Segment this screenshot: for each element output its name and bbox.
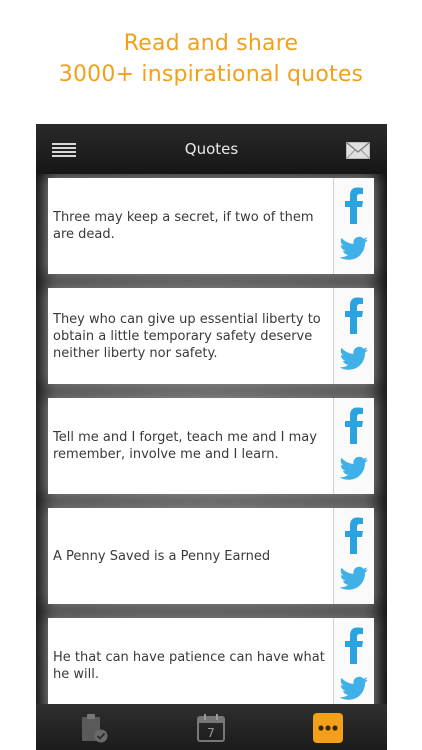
twitter-icon[interactable] bbox=[339, 346, 369, 372]
tab-daily-quote[interactable] bbox=[153, 704, 270, 750]
share-panel bbox=[333, 508, 374, 604]
quote-text: Three may keep a secret, if two of them are dead. bbox=[53, 210, 314, 242]
facebook-icon[interactable] bbox=[343, 516, 365, 554]
navigation-bar bbox=[36, 124, 387, 174]
quote-text: He that can have patience can have what he will. bbox=[53, 650, 325, 682]
quote-card[interactable] bbox=[48, 178, 373, 274]
twitter-icon[interactable] bbox=[339, 236, 369, 262]
promo-line-1: Read and share bbox=[123, 31, 299, 56]
facebook-icon[interactable] bbox=[343, 296, 365, 334]
tab-bar bbox=[36, 704, 387, 750]
clipboard-check-icon bbox=[78, 712, 110, 744]
mail-icon[interactable] bbox=[346, 142, 370, 159]
facebook-icon[interactable] bbox=[343, 626, 365, 664]
twitter-icon[interactable] bbox=[339, 676, 369, 702]
quote-card[interactable] bbox=[48, 398, 373, 494]
twitter-icon[interactable] bbox=[339, 566, 369, 592]
calendar-day-number: 7 bbox=[207, 726, 215, 740]
facebook-icon[interactable] bbox=[343, 186, 365, 224]
quote-list[interactable] bbox=[36, 174, 387, 704]
promo-header bbox=[0, 28, 422, 90]
quote-text: They who can give up essential liberty to obtain a little temporary safety deserve neither liberty nor safety. bbox=[53, 311, 321, 361]
quote-card[interactable] bbox=[48, 508, 373, 604]
tab-more[interactable] bbox=[270, 704, 387, 750]
quote-card[interactable] bbox=[48, 618, 373, 704]
tab-favorites[interactable] bbox=[36, 704, 153, 750]
phone-screen bbox=[36, 124, 387, 750]
share-panel bbox=[333, 618, 374, 704]
share-panel bbox=[333, 288, 374, 384]
quote-text: A Penny Saved is a Penny Earned bbox=[53, 548, 271, 564]
quote-card[interactable] bbox=[48, 288, 373, 384]
quote-text: Tell me and I forget, teach me and I may remember, involve me and I learn. bbox=[53, 430, 317, 462]
share-panel bbox=[333, 398, 374, 494]
share-panel bbox=[333, 178, 374, 274]
calendar-icon bbox=[195, 712, 227, 744]
page-title: Quotes bbox=[184, 140, 239, 158]
facebook-icon[interactable] bbox=[343, 406, 365, 444]
more-dots-icon bbox=[312, 712, 344, 744]
promo-line-2: 3000+ inspirational quotes bbox=[58, 62, 364, 87]
twitter-icon[interactable] bbox=[339, 456, 369, 482]
